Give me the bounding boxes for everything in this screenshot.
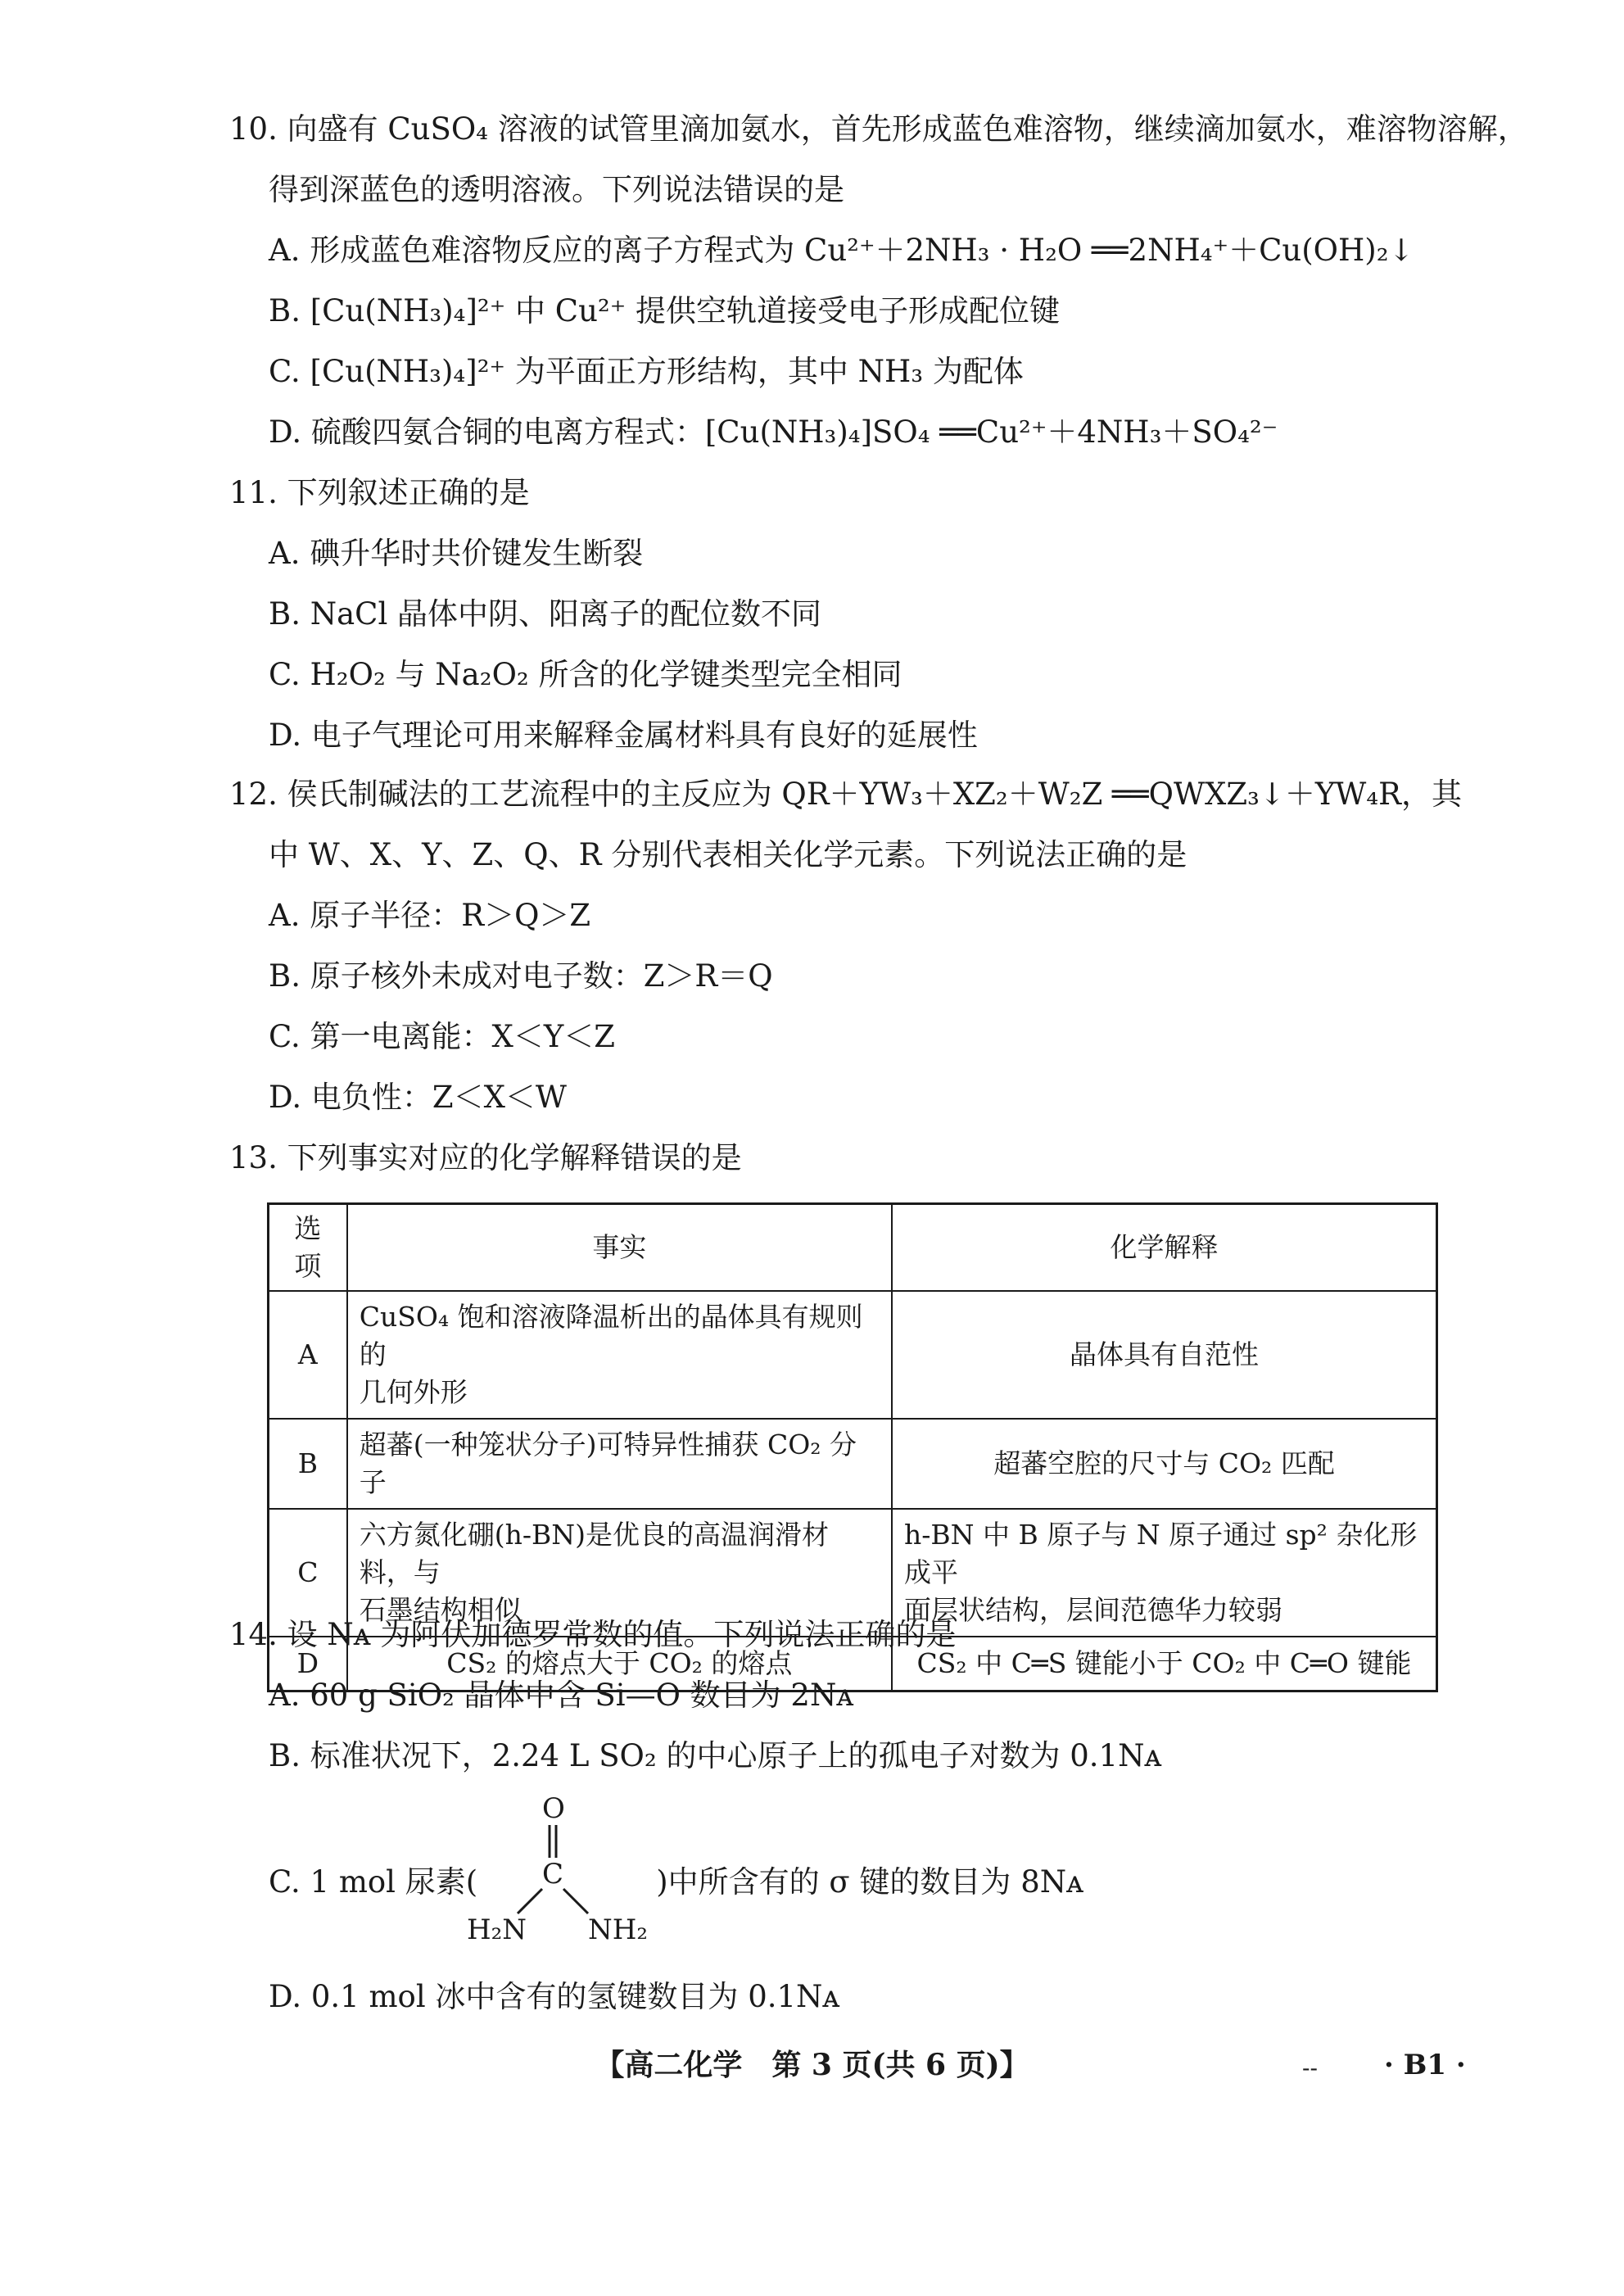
question-12-option-a: A. 原子半径：R＞Q＞Z (269, 898, 591, 933)
question-12-option-c: C. 第一电离能：X＜Y＜Z (269, 1019, 615, 1054)
question-10-option-d: D. 硫酸四氨合铜的电离方程式：[Cu(NH₃)₄]SO₄ ══Cu²⁺＋4NH₃＋SO₄²⁻ (269, 414, 1278, 450)
question-11-stem: 11. 下列叙述正确的是 (229, 475, 530, 510)
question-10-stem-line-2: 得到深蓝色的透明溶液。下列说法错误的是 (269, 172, 844, 207)
urea-left-bond (518, 1889, 542, 1913)
table-cell-fact-line-1: CuSO₄ 饱和溶液降温析出的晶体具有规则的 (359, 1301, 863, 1370)
table-cell-option: C (269, 1509, 347, 1637)
question-13-stem: 13. 下列事实对应的化学解释错误的是 (229, 1140, 742, 1175)
question-14-option-c-suffix: )中所含有的 σ 键的数目为 8Nᴀ (656, 1864, 1084, 1900)
table-cell-fact-line-1: 六方氮化硼(h-BN)是优良的高温润滑材料，与 (359, 1519, 829, 1588)
footer-dash-mark: -- (1302, 2054, 1318, 2081)
table-header-fact: 事实 (347, 1204, 892, 1292)
question-11-option-b: B. NaCl 晶体中阴、阳离子的配位数不同 (269, 596, 822, 632)
question-12-stem-line-1: 12. 侯氏制碱法的工艺流程中的主反应为 QR＋YW₃＋XZ₂＋W₂Z ══QWXZ₃↓＋YW₄R，其 (229, 777, 1463, 812)
question-13 (229, 1135, 1450, 1181)
table-cell-fact: CS₂ 的熔点大于 CO₂ 的熔点 (347, 1637, 892, 1691)
table-cell-explanation: 超蕃空腔的尺寸与 CO₂ 匹配 (892, 1419, 1437, 1509)
question-14-option-c-row (229, 1859, 1450, 1905)
urea-structure (452, 1792, 657, 1956)
urea-right-amino-group: NH₂ (588, 1913, 649, 1946)
table-header-row (269, 1204, 1437, 1292)
question-11 (229, 470, 1450, 759)
question-12-option-b: B. 原子核外未成对电子数：Z＞R＝Q (269, 958, 773, 994)
urea-left-amino-group: H₂N (467, 1913, 527, 1946)
table-cell-explanation: 晶体具有自范性 (892, 1291, 1437, 1419)
table-cell-fact (347, 1291, 892, 1419)
table-cell-fact: 超蕃(一种笼状分子)可特异性捕获 CO₂ 分子 (347, 1419, 892, 1509)
question-10-option-a: A. 形成蓝色难溶物反应的离子方程式为 Cu²⁺＋2NH₃ · H₂O ══2NH₄⁺＋Cu(OH)₂↓ (269, 233, 1414, 268)
question-14-option-a: A. 60 g SiO₂ 晶体中含 Si—O 数目为 2Nᴀ (269, 1678, 854, 1713)
table-cell-explanation: CS₂ 中 C═S 键能小于 CO₂ 中 C═O 键能 (892, 1637, 1437, 1691)
question-10-option-c: C. [Cu(NH₃)₄]²⁺ 为平面正方形结构，其中 NH₃ 为配体 (269, 354, 1024, 389)
question-14-option-c-prefix: C. 1 mol 尿素( (269, 1864, 478, 1900)
question-14-option-b: B. 标准状况下，2.24 L SO₂ 的中心原子上的孤电子对数为 0.1Nᴀ (269, 1738, 1162, 1773)
question-14 (229, 1612, 1450, 1779)
table-cell-option: D (269, 1637, 347, 1691)
question-10 (229, 106, 1528, 455)
table-cell-fact-line-2: 石墨结构相似 (359, 1594, 522, 1626)
question-10-stem-line-1: 10. 向盛有 CuSO₄ 溶液的试管里滴加氨水，首先形成蓝色难溶物，继续滴加氨水，难溶物溶解， (229, 111, 1528, 147)
question-14-option-d: D. 0.1 mol 冰中含有的氢键数目为 0.1Nᴀ (269, 1979, 840, 2014)
question-10-option-b: B. [Cu(NH₃)₄]²⁺ 中 Cu²⁺ 提供空轨道接受电子形成配位键 (269, 293, 1061, 328)
table-cell-option: A (269, 1291, 347, 1419)
page-footer: 【高二化学 第 3 页(共 6 页)】 (595, 2048, 1029, 2082)
question-11-option-a: A. 碘升华时共价键发生断裂 (269, 536, 644, 571)
question-12-option-d: D. 电负性：Z＜X＜W (269, 1080, 567, 1115)
question-12 (229, 772, 1463, 1121)
urea-oxygen-atom: O (542, 1792, 565, 1825)
question-11-option-c: C. H₂O₂ 与 Na₂O₂ 所含的化学键类型完全相同 (269, 657, 902, 692)
table-cell-fact-line-2: 几何外形 (359, 1376, 468, 1408)
table-cell-explanation-line-1: h-BN 中 B 原子与 N 原子通过 sp² 杂化形成平 (904, 1519, 1418, 1588)
question-14-option-d-row (229, 1974, 1450, 2020)
table-row (269, 1419, 1437, 1509)
table-cell-option: B (269, 1419, 347, 1509)
question-14-stem: 14. 设 Nᴀ 为阿伏加德罗常数的值。下列说法正确的是 (229, 1617, 957, 1652)
table-header-explanation: 化学解释 (892, 1204, 1437, 1292)
question-12-stem-line-2: 中 W、X、Y、Z、Q、R 分别代表相关化学元素。下列说法正确的是 (269, 837, 1187, 872)
page-code: · B1 · (1384, 2049, 1466, 2081)
table-cell-explanation-line-2: 面层状结构，层间范德华力较弱 (904, 1594, 1282, 1626)
table-header-option: 选项 (269, 1204, 347, 1292)
urea-right-bond (563, 1889, 588, 1913)
question-11-option-d: D. 电子气理论可用来解释金属材料具有良好的延展性 (269, 718, 978, 753)
table-row (269, 1291, 1437, 1419)
urea-carbon-atom: C (542, 1858, 564, 1891)
